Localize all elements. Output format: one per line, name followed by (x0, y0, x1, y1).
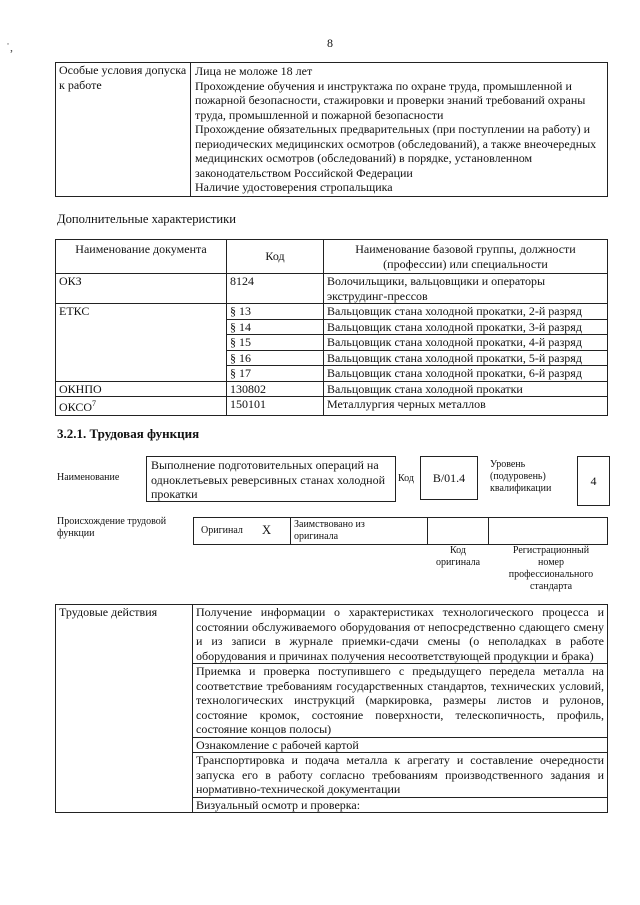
code-cell: 8124 (227, 274, 324, 304)
name-cell: Металлургия черных металлов (324, 397, 608, 416)
actions-table (55, 604, 608, 813)
origin-table (193, 517, 608, 545)
additional-table (55, 239, 608, 416)
level-label: Уровень (подуровень) квалификации (490, 459, 552, 494)
original-label: Оригинал (201, 525, 243, 536)
function-code-box: В/01.4 (420, 456, 478, 500)
reg-number-label: Регистрационный номер профессионального стандарта (508, 545, 594, 592)
name-cell: Волочильщики, вальцовщики и операторы экструдинг-прессов (324, 274, 608, 304)
name-cell: Вальцовщик стана холодной прокатки, 5-й разряд (324, 350, 608, 366)
page-number: 8 (327, 36, 333, 50)
name-cell: Вальцовщик стана холодной прокатки, 6-й разряд (324, 366, 608, 382)
action-item: Ознакомление с рабочей картой (193, 737, 608, 753)
code-cell: § 17 (227, 366, 324, 382)
code-cell: § 15 (227, 335, 324, 351)
admission-item: Прохождение обязательных предварительных (при поступлении на работу) и периодических медицинских осмотров (обследований), а также внеочередных медицинских осмотров (обследований) в порядке, установленном законодательством Российской Федерации (195, 122, 597, 180)
action-item: Транспортировка и подача металла к агрегату и составление очередности запуска его в работу согласно требованиям производственного задания и нормативно-технической документации (193, 753, 608, 798)
name-cell: Вальцовщик стана холодной прокатки, 2-й разряд (324, 304, 608, 320)
level-box: 4 (577, 456, 610, 506)
doc-cell: ЕТКС (56, 304, 227, 382)
doc-cell: ОКНПО (56, 381, 227, 397)
admission-item: Наличие удостоверения стропальщика (195, 180, 393, 194)
code-original-label: Код оригинала (435, 545, 481, 568)
origin-divider (427, 518, 428, 544)
admission-item: Прохождение обучения и инструктажа по охране труда, промышленной и пожарной безопасности, стажировки и проверки знаний требований охраны труда, промышленной и пожарной безопасности (195, 78, 586, 122)
borrowed-label: Заимствовано из оригинала (294, 519, 365, 542)
action-item: Получение информации о характеристиках технологического процесса и состоянии обслуживаемого оборудования от непосредственно сдающего смену и из записи в журнале приемки-сдачи смены (о неполадках в работе оборудования и причинах получения несоответствующей продукции и брака) (193, 605, 608, 664)
function-heading: 3.2.1. Трудовая функция (57, 426, 200, 441)
code-cell: § 13 (227, 304, 324, 320)
origin-divider (488, 518, 489, 544)
footnote-ref: 7 (92, 399, 97, 408)
code-cell: § 16 (227, 350, 324, 366)
action-item: Визуальный осмотр и проверка: (193, 797, 608, 813)
admission-label: Особые условия допуска к работе (56, 63, 191, 197)
doc-name: ОКСО (59, 400, 93, 414)
code-label: Код (398, 473, 414, 484)
original-mark: X (262, 523, 272, 537)
name-cell: Вальцовщик стана холодной прокатки (324, 381, 608, 397)
actions-label: Трудовые действия (56, 605, 193, 813)
code-cell: 130802 (227, 381, 324, 397)
header-name: Наименование базовой группы, должности (профессии) или специальности (324, 240, 608, 274)
admission-conditions (191, 63, 608, 197)
code-cell: § 14 (227, 319, 324, 335)
header-doc: Наименование документа (56, 240, 227, 274)
name-cell: Вальцовщик стана холодной прокатки, 4-й разряд (324, 335, 608, 351)
doc-cell (56, 397, 227, 416)
doc-cell: ОКЗ (56, 274, 227, 304)
header-code: Код (227, 240, 324, 274)
action-item: Приемка и проверка поступившего с предыдущего передела металла на соответствие требованиям государственных стандартов, технических условий, технологических инструкций (маркировка, размеры листов и рулонов, состояние кромок, состояние поверхности, телескопичность, профиль, состояние концов полосы) (193, 664, 608, 738)
scan-mark: ˙, (6, 40, 13, 54)
origin-label: Происхождение трудовой функции (57, 516, 167, 539)
admission-table (55, 62, 608, 197)
origin-divider (290, 518, 291, 544)
name-label: Наименование (57, 472, 120, 483)
name-cell: Вальцовщик стана холодной прокатки, 3-й разряд (324, 319, 608, 335)
additional-title: Дополнительные характеристики (57, 212, 236, 226)
code-cell: 150101 (227, 397, 324, 416)
admission-item: Лица не моложе 18 лет (195, 64, 313, 78)
function-name-box: Выполнение подготовительных операций на одноклетьевых реверсивных станах холодной прокатки (146, 456, 396, 502)
